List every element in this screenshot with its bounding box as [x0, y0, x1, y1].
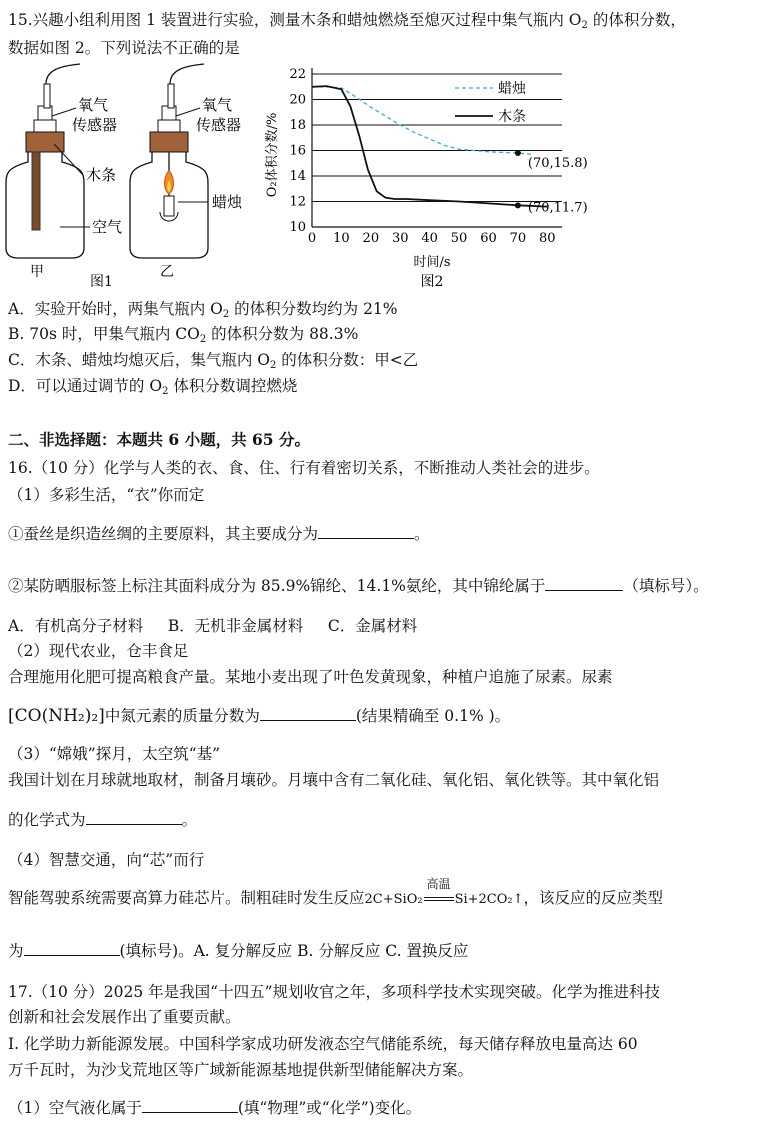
data-point: [515, 202, 521, 208]
candle-label: 蜡烛: [212, 193, 243, 211]
x-tick-label: 60: [480, 231, 497, 246]
q16-part1-q2: ②某防晒服标签上标注其面料成分为 85.9%锦纶、14.1%氨纶，其中锦纶属于 （填标号）。: [8, 577, 709, 595]
x-tick-label: 40: [421, 231, 438, 246]
sensor2-label-a: 氧气: [202, 96, 233, 114]
q16-part3-title: （3）“嫦娥”探月，太空筑“基”: [8, 745, 221, 763]
y-tick-label: 22: [289, 67, 306, 82]
answer-blank-3[interactable]: [260, 706, 356, 721]
q17-stem-line1: 17.（10 分）2025 年是我国“十四五”规划收官之年，多项科学技术实现突破。化学为推进科技: [8, 983, 661, 1001]
x-tick-label: 0: [307, 231, 317, 246]
jar-jia: [6, 64, 90, 258]
x-tick-label: 70: [509, 231, 527, 246]
y-axis-label: O₂体积分数/%: [265, 112, 280, 198]
x-tick-label: 20: [362, 231, 380, 246]
q16-part1-options: A．有机高分子材料 B．无机非金属材料 C．金属材料: [8, 617, 418, 635]
q16-part1-q1: ①蚕丝是织造丝绸的主要原料，其主要成分为 。: [8, 525, 430, 543]
y-tick-label: 16: [289, 143, 306, 159]
sensor-label-a: 氧气: [78, 96, 109, 114]
jar-jia-label: 甲: [30, 264, 44, 280]
jar-yi-label: 乙: [160, 264, 174, 280]
x-axis-ticks: [308, 231, 556, 246]
option-d: D．可以通过调节的 $O_2$ 体积分数调控燃烧: [8, 377, 298, 397]
stick-label: 木条: [86, 166, 117, 184]
q16-part1-title: （1）多彩生活，“衣”你而定: [8, 486, 205, 504]
q16-part4-line1: 智能驾驶系统需要高算力硅芯片。制粗硅时发生反应2C+SiO₂ 高温 Si+2CO₂↑，该反应的反应类型: [8, 877, 664, 907]
candle: [164, 196, 174, 216]
figure-1-apparatus: [0, 62, 285, 294]
legend-label: 蜡烛: [498, 81, 526, 97]
q15-stem-line1: 15.兴趣小组利用图 1 装置进行实验，测量木条和蜡烛燃烧至熄灭过程中集气瓶内 $O_2$ 的体积分数，: [8, 11, 686, 31]
x-axis-label: 时间/s: [413, 255, 451, 270]
option-a: A．实验开始时，两集气瓶内 $O_2$ 的体积分数均约为 21%: [8, 300, 398, 320]
reaction-condition: 高温: [426, 877, 451, 891]
data-point: [515, 150, 521, 156]
legend-label: 木条: [498, 109, 526, 125]
y-tick-label: 10: [289, 220, 306, 235]
x-tick-label: 30: [391, 231, 409, 246]
wood-stick: [32, 152, 40, 230]
answer-blank-5[interactable]: [24, 941, 120, 956]
answer-blank-1[interactable]: [318, 524, 414, 539]
x-tick-label: 50: [450, 231, 468, 246]
q17-q1: （1）空气液化属于 (填“物理”或“化学”)变化。: [8, 1099, 422, 1117]
figure-1-caption: 图1: [90, 274, 113, 290]
q15-stem-line2: 数据如图 2。下列说法不正确的是: [8, 39, 240, 57]
chart-series: [312, 86, 547, 207]
q16-part3-line1: 我国计划在月球就地取材，制备月壤砂。月壤中含有二氧化硅、氧化铝、氧化铁等。其中氧化铝: [8, 771, 660, 789]
figure-2-chart: [260, 62, 600, 294]
data-point-label: (70,11.7): [527, 200, 588, 216]
figure-2-caption: 图2: [420, 274, 444, 290]
sensor2-label-b: 传感器: [196, 116, 242, 134]
y-tick-label: 20: [289, 92, 306, 108]
option-b: B. 70s 时，甲集气瓶内 $CO_2$ 的体积分数为 88.3%: [8, 325, 359, 345]
data-point-label: (70,15.8): [527, 156, 588, 172]
y-axis-ticks: [289, 67, 306, 235]
q16-part4-line2: 为 (填标号)。A. 复分解反应 B. 分解反应 C. 置换反应: [8, 942, 469, 960]
y-tick-label: 14: [289, 169, 306, 184]
sensor-label-b: 传感器: [72, 116, 118, 134]
x-tick-label: 10: [333, 231, 350, 246]
y-tick-label: 12: [289, 194, 306, 210]
q16-stem: 16.（10 分）化学与人类的衣、食、住、行有着密切关系，不断推动人类社会的进步。: [8, 459, 600, 477]
q16-part2-line1: 合理施用化肥可提高粮食产量。某地小麦出现了叶色发黄现象，种植户追施了尿素。尿素: [8, 668, 613, 686]
answer-blank-6[interactable]: [142, 1098, 238, 1113]
answer-blank-4[interactable]: [86, 810, 182, 825]
q16-part3-line2: 的化学式为 。: [8, 811, 198, 829]
series-line-stick: [312, 86, 547, 207]
q16-part2-title: （2）现代农业，仓丰食足: [8, 642, 189, 660]
x-tick-label: 80: [539, 231, 556, 246]
y-tick-label: 18: [289, 118, 306, 133]
section-2-heading: 二、非选择题：本题共 6 小题，共 65 分。: [8, 430, 310, 449]
jar-yi: [130, 64, 208, 258]
q17-part1-line2: 万千瓦时，为沙戈荒地区等广域新能源基地提供新型储能解决方案。: [8, 1061, 474, 1079]
q16-part4-title: （4）智慧交通，向“芯”而行: [8, 851, 205, 869]
q17-stem-line2: 创新和社会发展作出了重要贡献。: [8, 1008, 241, 1026]
answer-blank-2[interactable]: [545, 576, 623, 591]
q16-part2-line2: [CO(NH₂)₂]中氮元素的质量分数为 (结果精确至 0.1% )。: [8, 706, 511, 726]
air-label: 空气: [92, 218, 123, 236]
chart-legend: [455, 80, 527, 125]
q17-part1-line1: Ⅰ. 化学助力新能源发展。中国科学家成功研发液态空气储能系统，每天储存释放电量高达 60: [8, 1035, 638, 1053]
option-c: C．木条、蜡烛均熄灭后，集气瓶内 $O_2$ 的体积分数：甲<乙: [8, 351, 419, 371]
